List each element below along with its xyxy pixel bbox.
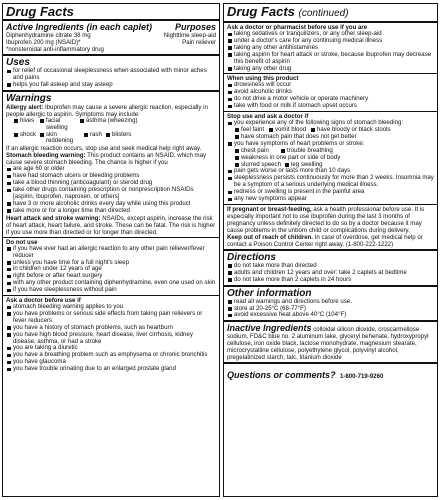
ask-doctor-item: you have a history of stomach problems, such as heartburn — [6, 325, 216, 332]
pregnancy-warning — [227, 206, 434, 234]
questions-section — [224, 362, 437, 384]
pregnancy-section — [224, 204, 437, 249]
heart-stroke-label: Heart attack and stroke warning: — [6, 214, 101, 222]
nsaid-footnote: *nonsteroidal anti-inflammatory drug — [6, 46, 104, 53]
when-using-heading: When using this product — [227, 75, 299, 83]
bleeding-sign: have bloody or black stools — [311, 127, 391, 134]
bleeding-sign: vomit blood — [269, 127, 311, 134]
keep-out-of-reach — [227, 234, 434, 248]
do-not-use-section — [3, 237, 219, 295]
do-not-use-item: unless you have time for a full night's sleep — [6, 260, 216, 267]
ingredient-purpose: Pain reliever — [182, 39, 216, 46]
ingredient-name: Diphenhydramine citrate 38 mg — [6, 32, 91, 39]
heart-sign: weakness in one part or side of body — [235, 155, 434, 162]
ask-doctor-item: you have high blood pressure, heart disease, liver cirrhosis, kidney disease, asthma, or had a stroke — [6, 332, 216, 346]
stomach-item: have 3 or more alcoholic drinks every day while using this product — [6, 201, 216, 208]
allergy-symptoms-row — [14, 132, 216, 146]
when-using-section — [224, 73, 437, 111]
allergy-alert-text: Ibuprofen may cause a severe allergic reaction, especially in people allergic to aspirin. Symptoms may include: — [6, 103, 208, 118]
pregnancy-text: ask a health professional before use. It is especially important not to use ibuprofen during the last 3 months of pregnancy unless definitely directed to do so by a doctor because it may cause problems in the unborn child or complications during delivery. — [227, 205, 425, 234]
active-ingredients-heading: Active Ingredients (in each caplet) — [6, 22, 153, 32]
ask-doctor-pharmacist-item: taking any other antihistamines — [227, 45, 434, 52]
uses-heading: Uses — [6, 57, 30, 68]
pregnancy-label: If pregnant or breast-feeding, — [227, 205, 312, 213]
directions-section — [224, 249, 437, 285]
directions-heading: Directions — [227, 251, 276, 263]
active-ingredients-section — [3, 19, 219, 54]
bleeding-sign: feel faint — [235, 127, 269, 134]
warnings-heading: Warnings — [6, 92, 52, 104]
heart-sign: chest pain — [235, 148, 281, 155]
when-using-item: avoid alcoholic drinks — [227, 89, 434, 96]
stomach-bleeding-warning — [6, 152, 216, 166]
ask-doctor-item: you have trouble urinating due to an enlarged prostate gland — [6, 366, 216, 373]
allergy-after-text: If an allergic reaction occurs, stop use and seek medical help right away. — [6, 145, 202, 153]
other-information-item: store at 20-25°C (68-77°F) — [227, 306, 434, 313]
stop-use-item: redness or swelling is present in the painful area — [227, 189, 434, 196]
panel-title-suffix: (continued) — [298, 8, 349, 19]
stop-use-item: you have symptoms of heart problems or stroke: — [227, 141, 434, 148]
directions-item: do not take more than 2 caplets in 24 hours — [227, 277, 434, 284]
right-panel — [223, 3, 438, 497]
symptom: shock — [14, 132, 40, 146]
panel-title: Drug Facts — [6, 4, 74, 19]
inactive-ingredients-section — [224, 320, 437, 362]
ask-doctor-item: you have glaucoma — [6, 359, 216, 366]
ask-doctor-item: you have problems or serious side effects from taking pain relievers or fever reducers — [6, 311, 216, 325]
stomach-item: take a blood thinning (anticoagulant) or steroid drug — [6, 180, 216, 187]
heart-stroke-text: NSAIDs, except aspirin, increase the risk of heart attack, heart failure, and stroke. These can be fatal. The risk is higher if you use more than directed or for longer than directed. — [6, 214, 216, 236]
symptom: skin reddening — [40, 132, 84, 146]
when-using-item: do not drive a motor vehicle or operate machinery — [227, 96, 434, 103]
do-not-use-item: in children under 12 years of age — [6, 266, 216, 273]
left-panel — [2, 3, 220, 497]
inactive-ingredients-text: colloidal silicon dioxide, croscarmellose sodium, FD&C blue no. 2 aluminum lake, glyceryl behenate, hydroxypropyl cellulose, iron oxide black, lactose monohydrate, magnesium stearate, microcrystalline cellulose, polyethylene glycol, polyvinyl alcohol, pregelatinized starch, talc, titanium dioxide — [227, 326, 429, 362]
allergy-symptoms-row — [14, 118, 216, 132]
do-not-use-item: right before or after heart surgery — [6, 273, 216, 280]
questions-phone: 1-800-719-9260 — [339, 373, 384, 381]
ask-doctor-heading: Ask a doctor before use if — [6, 297, 81, 305]
ask-doctor-section — [3, 295, 219, 374]
ask-doctor-item: you are taking a diuretic — [6, 345, 216, 352]
symptom: hives — [14, 118, 40, 132]
stomach-bleeding-label: Stomach bleeding warning: — [6, 152, 86, 160]
other-information-item: avoid excessive heat above 40°C (104°F) — [227, 312, 434, 319]
panel-title-text: Drug Facts — [227, 4, 295, 19]
do-not-use-heading: Do not use — [6, 238, 38, 246]
directions-item: do not take more than directed — [227, 263, 434, 270]
ingredient-row — [6, 39, 216, 46]
stomach-item: take other drugs containing prescription or nonprescription NSAIDs [aspirin, ibuprofen, naproxen, or others] — [6, 187, 216, 201]
ingredient-name: Ibuprofen 200 mg (NSAID)* — [6, 39, 81, 46]
do-not-use-item: if you have ever had an allergic reaction to any other pain reliever/fever reducer — [6, 246, 216, 260]
stop-use-item: pain gets worse or lasts more than 10 days — [227, 168, 434, 175]
keep-out-label: Keep out of reach of children. — [227, 233, 313, 241]
stop-use-item: any new symptoms appear — [227, 196, 434, 203]
other-information-item: read all warnings and directions before use. — [227, 299, 434, 306]
inactive-ingredients-heading: Inactive Ingredients — [227, 323, 312, 334]
symptom: facial swelling — [40, 118, 80, 132]
heart-sign: slurred speech — [235, 162, 285, 169]
purposes-heading: Purposes — [174, 22, 216, 32]
warnings-section — [3, 90, 219, 237]
allergy-alert-label: Allergy alert: — [6, 103, 44, 111]
when-using-item: take with food or milk if stomach upset occurs — [227, 103, 434, 110]
do-not-use-item: if you have sleeplessness without pain — [6, 287, 216, 294]
bleeding-sign: have stomach pain that does not get better — [235, 134, 434, 141]
stop-use-item: sleeplessness persists continuously for more than 2 weeks. Insomnia may be a symptom of a serious underlying medical illness. — [227, 175, 434, 189]
heart-sign: trouble breathing — [281, 148, 351, 155]
ask-doctor-pharmacist-item: taking aspirin for heart attack or stroke, because ibuprofen may decrease this benefit of aspirin — [227, 52, 434, 66]
questions-label: Questions or comments? — [227, 370, 336, 381]
heart-sign: leg swelling — [285, 162, 345, 169]
when-using-item: drowsiness will occur — [227, 82, 434, 89]
uses-item: helps you fall asleep and stay asleep — [6, 82, 216, 89]
uses-section — [3, 54, 219, 90]
ask-doctor-item: stomach bleeding warning applies to you — [6, 304, 216, 311]
ask-doctor-pharmacist-item: taking sedatives or tranquilizers, or any other sleep-aid — [227, 31, 434, 38]
stomach-item: are age 60 or older — [6, 166, 216, 173]
symptom: blisters — [106, 132, 146, 146]
stop-use-item: you experience any of the following signs of stomach bleeding: — [227, 120, 434, 127]
ingredient-purpose: Nighttime sleep-aid — [163, 32, 216, 39]
ask-doctor-pharmacist-heading: Ask a doctor or pharmacist before use if you are — [227, 24, 368, 31]
ingredient-row — [6, 32, 216, 39]
ask-doctor-item: you have a breathing problem such as emphysema or chronic bronchitis — [6, 352, 216, 359]
do-not-use-item: with any other product containing diphenhydramine, even one used on skin — [6, 280, 216, 287]
stop-use-section — [224, 111, 437, 204]
keep-out-text: In case of overdose, get medical help or contact a Poison Control Center right away. (1-800-222-1222) — [227, 233, 423, 248]
directions-item: adults and children 12 years and over: take 2 caplets at bedtime — [227, 270, 434, 277]
stomach-item: take more or for a longer time than directed — [6, 208, 216, 215]
uses-item: for relief of occasional sleeplessness when associated with minor aches and pains — [6, 68, 216, 82]
panel-title — [224, 4, 437, 21]
symptom: rash — [84, 132, 106, 146]
stomach-bleeding-text: This product contains an NSAID, which may cause severe stomach bleeding. The chance is higher if you — [6, 152, 207, 167]
stomach-item: have had stomach ulcers or bleeding problems — [6, 173, 216, 180]
other-information-heading: Other information — [227, 287, 312, 299]
ask-doctor-pharmacist-item: under a doctor's care for any continuing medical illness — [227, 38, 434, 45]
stop-use-heading: Stop use and ask a doctor if — [227, 113, 309, 121]
ask-doctor-pharmacist-section — [224, 21, 437, 73]
allergy-alert — [6, 104, 216, 118]
ask-doctor-pharmacist-item: taking any other drug — [227, 66, 434, 73]
symptom: asthma (wheezing) — [80, 118, 140, 132]
other-information-section — [224, 285, 437, 321]
heart-stroke-warning — [6, 215, 216, 236]
